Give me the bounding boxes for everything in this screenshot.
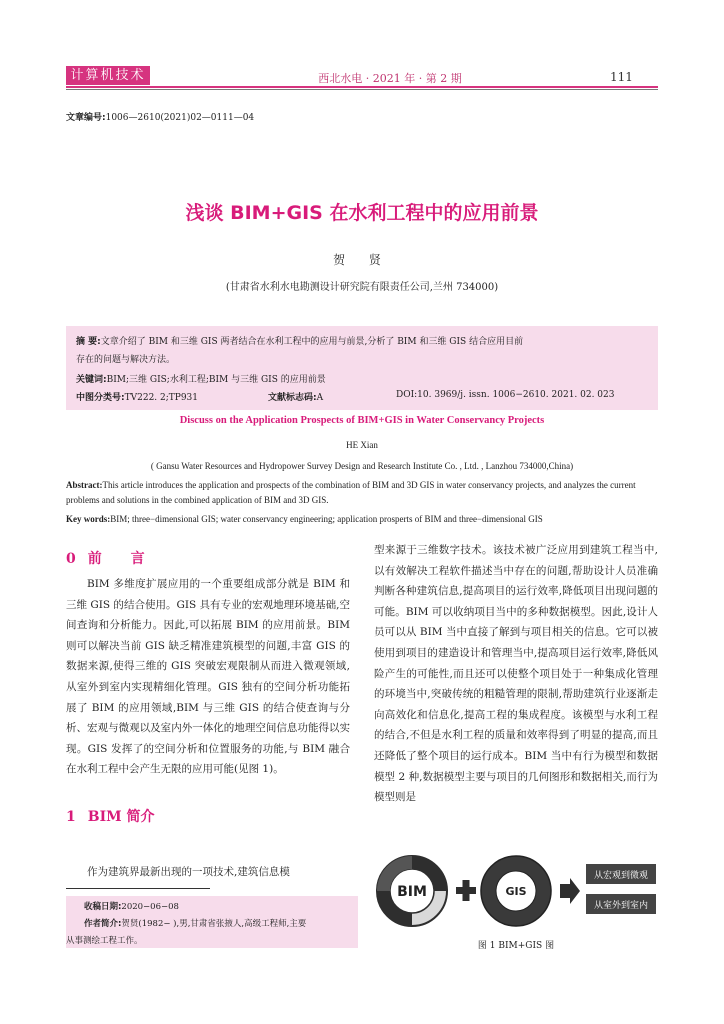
clc-line	[76, 390, 198, 403]
section-0-title: 前 言	[87, 551, 157, 567]
keywords-cn	[76, 372, 326, 385]
macro-micro-label: 从宏观到微观	[593, 871, 649, 881]
section-0-heading	[66, 548, 157, 568]
author-cn: 贺 贤	[333, 253, 391, 267]
keywords-text: BIM;三维 GIS;水利工程;BIM 与三维 GIS 的应用前景	[106, 375, 326, 385]
figure-1-caption: 图 1 BIM+GIS 图	[477, 941, 555, 951]
section-1-heading	[66, 806, 155, 826]
clc-value: TV222. 2;TP931	[124, 393, 199, 403]
title-cn: 浅谈 BIM+GIS 在水利工程中的应用前景	[185, 202, 539, 224]
article-number-value: 1006—2610(2021)02—0111—04	[105, 113, 255, 123]
clc-label: 中图分类号:	[76, 393, 125, 403]
header-rule	[66, 86, 658, 88]
keywords-en-label: Key words:	[66, 514, 111, 524]
abstract-text-1: 文章介绍了 BIM 和三维 GIS 两者结合在水利工程中的应用与前景,分析了 BIM 和三维 GIS 结合应用目前	[100, 337, 524, 347]
page-number: 111	[610, 70, 633, 84]
abstract-cn-line2: 存在的问题与解决方法。	[76, 355, 176, 365]
doc-code-value: A	[316, 393, 324, 403]
author-bio-2: 从事测绘工程工作。	[66, 936, 143, 946]
footnote-rule	[66, 888, 210, 889]
section-1-number: 1	[66, 809, 88, 825]
section-1-title: BIM 简介	[87, 809, 155, 825]
journal-header: 西北水电 · 2021 年 · 第 2 期	[318, 72, 462, 85]
author-bio-label: 作者简介:	[84, 919, 122, 929]
article-number	[66, 110, 254, 123]
abstract-label: 摘 要:	[76, 337, 101, 347]
left-column-text	[66, 574, 350, 780]
column-tag: 计算机技术	[66, 66, 150, 85]
keywords-en	[66, 512, 658, 527]
bim-label: BIM	[397, 884, 427, 900]
title-en: Discuss on the Application Prospects of BIM+GIS in Water Conservancy Projects	[179, 415, 545, 426]
figure-1	[374, 852, 658, 930]
received-label: 收稿日期:	[84, 902, 122, 912]
doc-code-line	[268, 390, 323, 403]
abstract-en-text: This article introduces the application and prospects of the combination of BIM and 3D GIS in water conservancy projects, and analyzes the current problems and solutions in the combined application of BIM and 3D GIS.	[66, 480, 636, 505]
figure-1-graphic	[374, 852, 658, 930]
section-0-paragraph: BIM 多维度扩展应用的一个重要组成部分就是 BIM 和三维 GIS 的结合使用。GIS 具有专业的宏观地理环境基础,空间查询和分析能力。因此,可以拓展 BIM 的应用前景。BIM 则可以解决当前 GIS 缺乏精准建筑模型的问题,丰富 GIS 的数据来源,使得三维的 GIS 突破宏观限制从而进入微观领域,从室外到室内实现精细化管理。GIS 独有的空间分析功能拓展了 BIM 的应用领域,BIM 与三维 GIS 的结合使查询与分析、宏观与微观以及室内外一体化的地理空间信息功能得以实现。GIS 发挥了的空间分析和位置服务的功能,与 BIM 融合在水利工程中会产生无限的应用可能(见图 1)。	[66, 578, 350, 776]
author-bio-1	[84, 917, 306, 929]
article-number-label: 文章编号:	[66, 113, 106, 123]
keywords-label: 关键词:	[76, 375, 107, 385]
right-column-paragraph: 型来源于三维数字技术。该技术被广泛应用到建筑工程当中,以有效解决工程软件描述当中存在的问题,帮助设计人员准确判断各种建筑信息,提高项目的运行效率,降低项目出现问题的可能。BIM 可以收纳项目当中的多种数据模型。因此,设计人员可以从 BIM 当中直接了解到与项目相关的信息。它可以被使用到项目的建造设计和管理当中,提高项目运行效率,降低风险产生的可能性,而且还可以使整个项目处于一种集成化管理的环境当中,突破传统的粗糙管理的限制,帮助建筑行业逐渐走向高效化和信息化,提高工程的集成程度。该模型与水利工程的结合,不但是水利工程的质量和效率得到了明显的提高,而且还降低了整个项目的运行成本。BIM 当中有行为模型和数据模型 2 种,数据模型主要与项目的几何图形和数据相关,而行为模型则是	[374, 544, 658, 804]
author-en: HE Xian	[346, 440, 378, 450]
affiliation-cn: (甘肃省水利水电勘测设计研究院有限责任公司,兰州 734000)	[225, 282, 499, 293]
arrow-right-icon	[560, 878, 580, 904]
received-value: 2020−06−08	[121, 902, 179, 912]
abstract-en-label: Abstract:	[66, 480, 103, 490]
affiliation-en: ( Gansu Water Resources and Hydropower Survey Design and Research Institute Co. , Ltd. , Lanzhou 734000,China)	[150, 461, 574, 471]
doi: DOI:10. 3969/j. issn. 1006−2610. 2021. 02. 023	[396, 390, 615, 400]
section-0-number: 0	[66, 551, 88, 567]
author-bio-text: 贺贤(1982− ),男,甘肃省张掖人,高级工程师,主要	[121, 919, 307, 929]
abstract-cn-line1	[76, 334, 523, 347]
outdoor-indoor-label: 从室外到室内	[593, 901, 649, 911]
abstract-en	[66, 478, 658, 508]
header-rule-secondary	[66, 89, 658, 90]
received-date	[84, 900, 179, 912]
right-column-text	[374, 540, 658, 808]
section-1-paragraph: 作为建筑界最新出现的一项技术,建筑信息模	[87, 866, 290, 878]
doc-code-label: 文献标志码:	[268, 393, 317, 403]
gis-label: GIS	[505, 885, 527, 898]
section-1-text	[66, 862, 350, 883]
plus-icon	[463, 880, 470, 901]
keywords-en-text: BIM; three−dimensional GIS; water conservancy engineering; application prosperts of BIM and three−dimensional GIS	[110, 514, 543, 524]
